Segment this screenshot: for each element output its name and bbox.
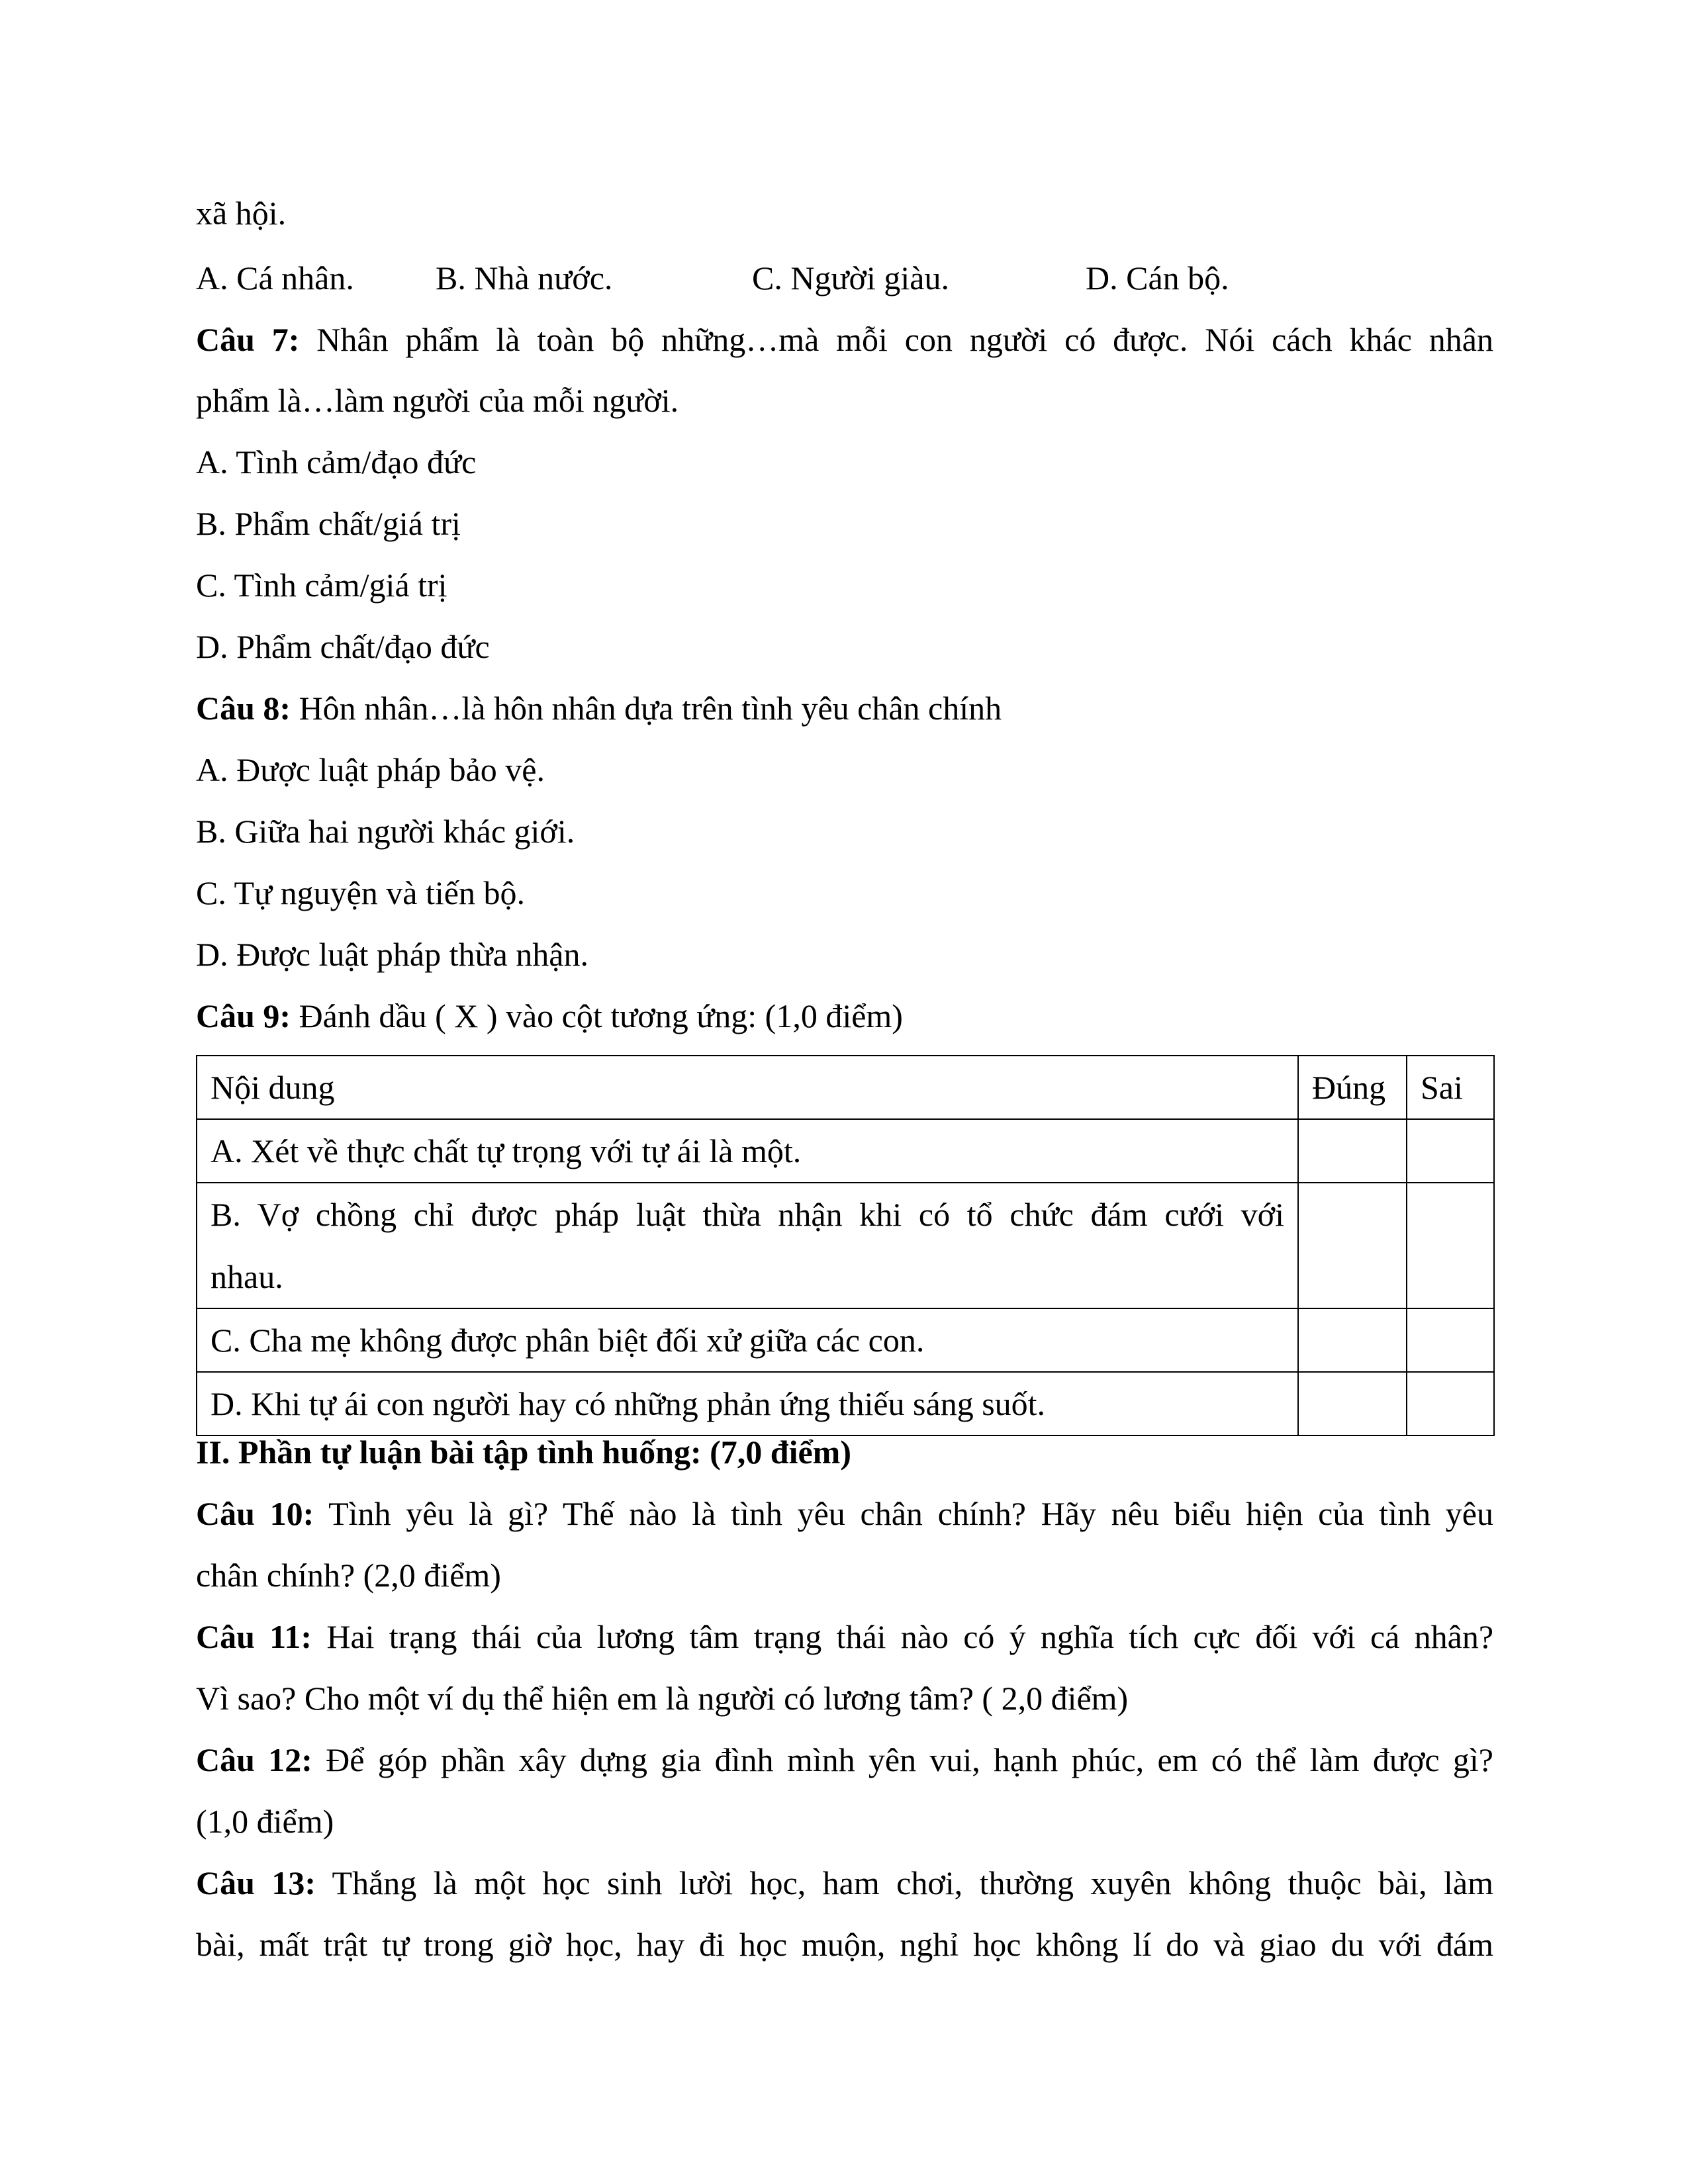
part2-heading: II. Phần tự luận bài tập tình huống: (7,0 điểm) — [196, 1433, 851, 1471]
q7-option-b: B. Phẩm chất/giá trị — [196, 505, 461, 542]
q7-label: Câu 7: — [196, 321, 300, 358]
q9-table — [196, 1055, 1495, 1436]
q11-line1 — [196, 1617, 1493, 1657]
q7-text-line1: Nhân phẩm là toàn bộ những…mà mỗi con người có được. Nói cách khác nhân — [299, 321, 1493, 358]
q9-text: Đánh dầu ( X ) vào cột tương ứng: (1,0 điểm) — [291, 997, 903, 1034]
row-a-content: A. Xét về thực chất tự trọng với tự ái là một. — [197, 1119, 1298, 1183]
q8-option-a: A. Được luật pháp bảo vệ. — [196, 751, 545, 788]
q6-option-a: A. Cá nhân. — [196, 259, 354, 296]
q13-label: Câu 13: — [196, 1864, 316, 1901]
row-d-false-cell[interactable] — [1407, 1372, 1494, 1435]
q10-text-line1: Tình yêu là gì? Thế nào là tình yêu chân chính? Hãy nêu biểu hiện của tình yêu — [314, 1495, 1493, 1532]
q9-label: Câu 9: — [196, 997, 291, 1034]
q12-line1 — [196, 1740, 1493, 1780]
row-b-content — [197, 1183, 1298, 1308]
q6-options — [196, 258, 1493, 298]
q11-text-line1: Hai trạng thái của lương tâm trạng thái nào có ý nghĩa tích cực đối với cá nhân? — [312, 1618, 1494, 1655]
q12-label: Câu 12: — [196, 1741, 312, 1778]
table-row — [197, 1372, 1494, 1435]
q13-text-line2: bài, mất trật tự trong giờ học, hay đi học muộn, nghỉ học không lí do và giao du với đám — [196, 1926, 1493, 1963]
q7-option-d: D. Phẩm chất/đạo đức — [196, 628, 490, 665]
q10-line1 — [196, 1494, 1493, 1533]
row-b-true-cell[interactable] — [1298, 1183, 1407, 1308]
row-c-content: C. Cha mẹ không được phân biệt đối xử giữa các con. — [197, 1308, 1298, 1372]
q7-option-c: C. Tình cảm/giá trị — [196, 567, 447, 604]
row-a-true-cell[interactable] — [1298, 1119, 1407, 1183]
q13-text-line1: Thắng là một học sinh lười học, ham chơi, thường xuyên không thuộc bài, làm — [316, 1864, 1493, 1901]
row-a-false-cell[interactable] — [1407, 1119, 1494, 1183]
q8-option-b: B. Giữa hai người khác giới. — [196, 813, 575, 850]
q10-text-line2: chân chính? (2,0 điểm) — [196, 1557, 501, 1594]
q8-question — [196, 688, 1002, 728]
q11-text-line2: Vì sao? Cho một ví dụ thể hiện em là người có lương tâm? ( 2,0 điểm) — [196, 1680, 1129, 1717]
q7-line1 — [196, 320, 1493, 359]
q6-option-b: B. Nhà nước. — [436, 259, 613, 296]
row-b-false-cell[interactable] — [1407, 1183, 1494, 1308]
intro-tail: xã hội. — [196, 195, 287, 232]
q6-option-d: D. Cán bộ. — [1086, 259, 1229, 296]
q8-option-d: D. Được luật pháp thừa nhận. — [196, 936, 588, 973]
q9-question — [196, 996, 903, 1036]
table-row — [197, 1183, 1494, 1308]
row-d-true-cell[interactable] — [1298, 1372, 1407, 1435]
q8-label: Câu 8: — [196, 690, 291, 727]
q13-line1 — [196, 1863, 1493, 1903]
table-header-row — [197, 1056, 1494, 1119]
row-c-false-cell[interactable] — [1407, 1308, 1494, 1372]
header-true: Đúng — [1298, 1056, 1407, 1119]
q7-text-line2: phẩm là…làm người của mỗi người. — [196, 382, 679, 419]
q12-text-line1: Để góp phần xây dựng gia đình mình yên vui, hạnh phúc, em có thể làm được gì? — [312, 1741, 1493, 1778]
q10-label: Câu 10: — [196, 1495, 314, 1532]
q8-text: Hôn nhân…là hôn nhân dựa trên tình yêu chân chính — [291, 690, 1002, 727]
header-false: Sai — [1407, 1056, 1494, 1119]
row-b-line1: B. Vợ chồng chỉ được pháp luật thừa nhận khi có tổ chức đám cưới với — [211, 1196, 1284, 1233]
q12-text-line2: (1,0 điểm) — [196, 1803, 334, 1840]
row-c-true-cell[interactable] — [1298, 1308, 1407, 1372]
q8-option-c: C. Tự nguyện và tiến bộ. — [196, 874, 525, 911]
header-content: Nội dung — [197, 1056, 1298, 1119]
row-d-content: D. Khi tự ái con người hay có những phản ứng thiếu sáng suốt. — [197, 1372, 1298, 1435]
q7-option-a: A. Tình cảm/đạo đức — [196, 443, 477, 480]
table-row — [197, 1119, 1494, 1183]
q11-label: Câu 11: — [196, 1618, 312, 1655]
table-row — [197, 1308, 1494, 1372]
q6-option-c: C. Người giàu. — [752, 259, 949, 296]
row-b-line2: nhau. — [211, 1258, 283, 1295]
